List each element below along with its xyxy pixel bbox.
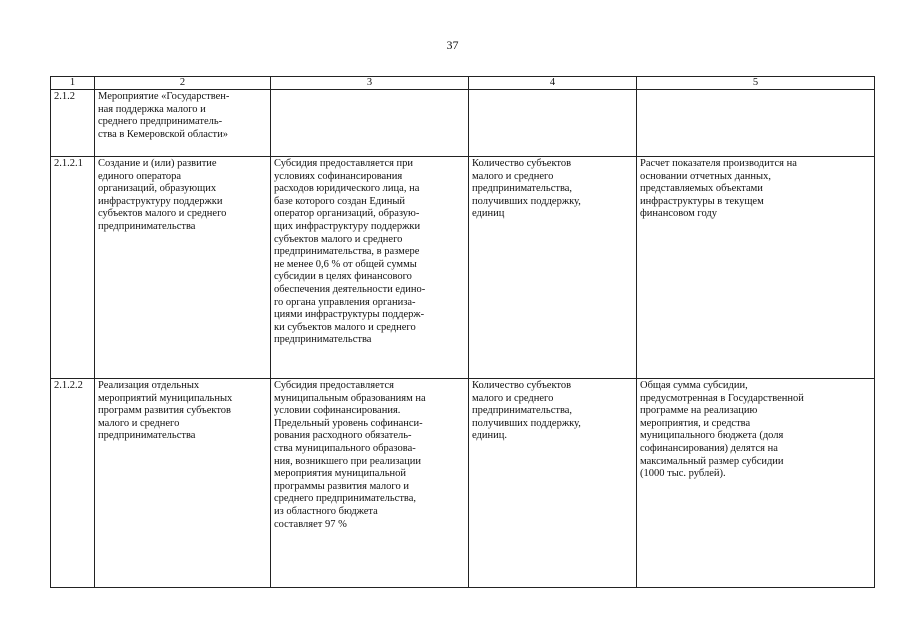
indicator-cell: [469, 90, 637, 157]
cell-text-line: софинансирования) делятся на: [640, 442, 778, 454]
cell-text-line: ния, возникшего при реализации: [274, 455, 422, 467]
cell-text-line: организаций, образующих: [98, 183, 217, 195]
cell-text-line: базе которого создан Единый: [274, 195, 406, 207]
cell-text-line: муниципального бюджета (доля: [640, 430, 784, 442]
cell-text-line: Общая сумма субсидии,: [640, 380, 748, 391]
cell-text-line: программ развития субъектов: [98, 405, 231, 417]
cell-text-line: предпринимательства: [98, 430, 196, 442]
cell-text-line: инфраструктуру поддержки: [98, 195, 223, 207]
row-number-cell: 2.1.2.1: [51, 157, 95, 379]
cell-text-line: Количество субъектов: [472, 380, 572, 391]
cell-text-line: мероприятия муниципальной: [274, 468, 407, 480]
cell-text-line: не менее 0,6 % от общей суммы: [274, 258, 417, 270]
table-header-row: [51, 77, 875, 90]
cell-text-line: го органа управления организа-: [274, 296, 416, 308]
cell-text-line: Мероприятие «Государствен-: [98, 91, 230, 102]
cell-text-line: получивших поддержку,: [472, 417, 581, 429]
condition-cell: [271, 90, 469, 157]
header-cell-5: 5: [637, 77, 875, 90]
cell-text-line: циями инфраструктуры поддерж-: [274, 309, 425, 321]
cell-text-line: предпринимательства: [274, 334, 372, 346]
cell-text-line: максимальный размер субсидии: [640, 455, 784, 467]
cell-text-line: предпринимательства: [98, 220, 196, 232]
cell-text-line: субсидии в целях финансового: [274, 271, 412, 283]
indicator-cell: [469, 157, 637, 379]
header-cell-1: 1: [51, 77, 95, 90]
cell-text-line: Создание и (или) развитие: [98, 158, 217, 169]
event-name-cell: [95, 379, 271, 588]
cell-text-line: условиях софинансирования: [274, 170, 403, 182]
indicator-cell: [469, 379, 637, 588]
cell-text-line: среднего предпринимательства,: [274, 493, 417, 505]
row-number-cell: 2.1.2.2: [51, 379, 95, 588]
header-cell-3: 3: [271, 77, 469, 90]
cell-text-line: ства в Кемеровской области»: [98, 128, 228, 140]
cell-text-line: (1000 тыс. рублей).: [640, 468, 726, 480]
table-row: [51, 90, 875, 157]
cell-text-line: единиц: [472, 208, 505, 220]
cell-text-line: основании отчетных данных,: [640, 170, 771, 182]
header-cell-2: 2: [95, 77, 271, 90]
cell-text-line: среднего предприниматель-: [98, 116, 223, 128]
table-row: [51, 379, 875, 588]
cell-text-line: представляемых объектами: [640, 183, 763, 195]
cell-text-line: Расчет показателя производится на: [640, 158, 797, 169]
event-name-cell: [95, 157, 271, 379]
cell-text-line: щих инфраструктуру поддержки: [274, 220, 421, 232]
cell-text-line: условии софинансирования.: [274, 405, 401, 417]
cell-text-line: единиц.: [472, 430, 507, 442]
calculation-cell: [637, 90, 875, 157]
cell-text-line: предпринимательства,: [472, 183, 573, 195]
cell-text-line: обеспечения деятельности едино-: [274, 283, 426, 295]
table-row: [51, 157, 875, 379]
calculation-cell: [637, 157, 875, 379]
cell-text-line: предусмотренная в Государственной: [640, 392, 804, 404]
cell-text-line: рования расходного обязатель-: [274, 430, 412, 442]
cell-text-line: из областного бюджета: [274, 505, 378, 517]
cell-text-line: малого и среднего: [98, 417, 180, 429]
cell-text-line: финансовом году: [640, 208, 718, 220]
cell-text-line: Субсидия предоставляется: [274, 380, 394, 391]
cell-text-line: Субсидия предоставляется при: [274, 158, 414, 169]
cell-text-line: субъектов малого и среднего: [274, 233, 403, 245]
cell-text-line: предпринимательства, в размере: [274, 246, 420, 258]
page-number: 37: [446, 38, 459, 52]
cell-text-line: субъектов малого и среднего: [98, 208, 227, 220]
cell-text-line: малого и среднего: [472, 170, 554, 182]
cell-text-line: малого и среднего: [472, 392, 554, 404]
cell-text-line: составляет 97 %: [274, 518, 347, 530]
indicators-table: [50, 76, 875, 588]
cell-text-line: мероприятий муниципальных: [98, 392, 233, 404]
cell-text-line: ки субъектов малого и среднего: [274, 321, 416, 333]
cell-text-line: единого оператора: [98, 170, 182, 182]
condition-cell: [271, 157, 469, 379]
calculation-cell: [637, 379, 875, 588]
cell-text-line: ства муниципального образова-: [274, 442, 416, 454]
cell-text-line: расходов юридического лица, на: [274, 183, 420, 195]
cell-text-line: предпринимательства,: [472, 405, 573, 417]
event-name-cell: [95, 90, 271, 157]
cell-text-line: ная поддержка малого и: [98, 103, 206, 115]
cell-text-line: программе на реализацию: [640, 405, 758, 417]
cell-text-line: программы развития малого и: [274, 480, 409, 492]
header-cell-4: 4: [469, 77, 637, 90]
cell-text-line: Реализация отдельных: [98, 380, 200, 391]
cell-text-line: Количество субъектов: [472, 158, 572, 169]
cell-text-line: инфраструктуры в текущем: [640, 195, 764, 207]
cell-text-line: мероприятия, и средства: [640, 417, 751, 429]
condition-cell: [271, 379, 469, 588]
cell-text-line: оператор организаций, образую-: [274, 208, 420, 220]
cell-text-line: Предельный уровень софинанси-: [274, 417, 423, 429]
row-number-cell: 2.1.2: [51, 90, 95, 157]
cell-text-line: муниципальным образованиям на: [274, 392, 426, 404]
cell-text-line: получивших поддержку,: [472, 195, 581, 207]
